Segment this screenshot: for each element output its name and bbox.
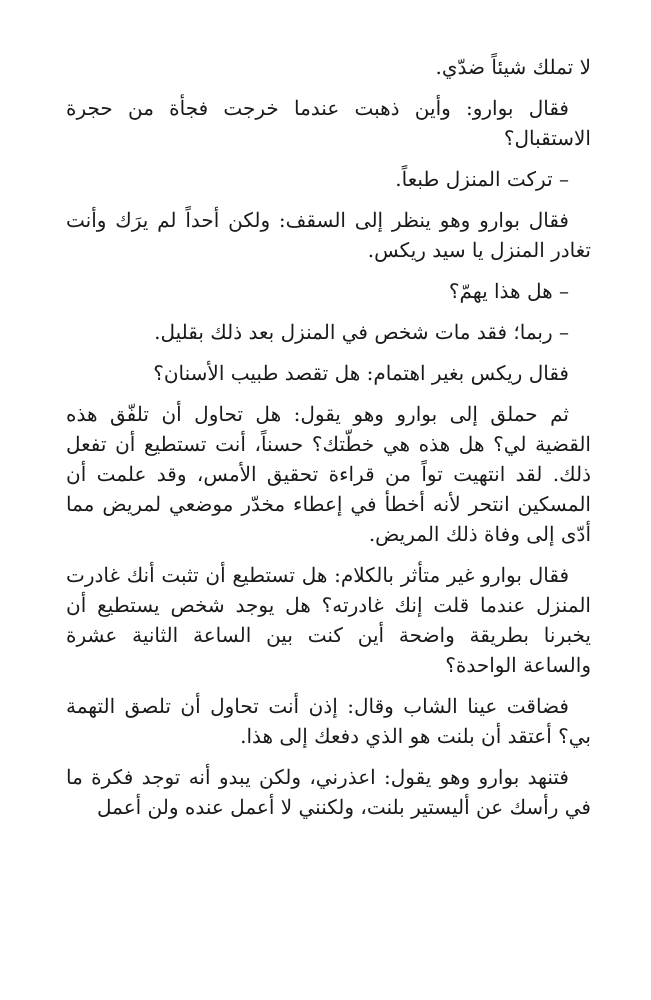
dialogue-line: – ربما؛ فقد مات شخص في المنزل بعد ذلك بقليل. — [154, 320, 569, 344]
paragraph: ثم حملق إلى بوارو وهو يقول: هل تحاول أن تلفّق هذه القضية لي؟ هل هذه هي خطّتك؟ حسناً، أنت تستطيع أن تفعل ذلك. لقد انتهيت تواً من قراءة تحقيق الأمس، وقد علمت أن المسكين انتحر لأنه أخطأ في إعطاء مخدّر موضعي لمريض مما أدّى إلى وفاة ذلك المريض. — [66, 402, 591, 546]
paragraph: فقال بوارو غير متأثر بالكلام: هل تستطيع أن تثبت أنك غادرت المنزل عندما قلت إنك غادرته؟ هل يوجد شخص يستطيع أن يخبرنا بطريقة واضحة أين كنت بين الساعة الثانية عشرة والساعة الواحدة؟ — [66, 563, 591, 677]
paragraph: فقال ريكس بغير اهتمام: هل تقصد طبيب الأسنان؟ — [153, 361, 569, 385]
paragraph: فتنهد بوارو وهو يقول: اعذرني، ولكن يبدو أنه توجد فكرة ما في رأسك عن أليستير بلنت، ولكنني لا أعمل عنده ولن أعمل — [66, 765, 591, 819]
paragraph: فقال بوارو: وأين ذهبت عندما خرجت فجأة من حجرة الاستقبال؟ — [66, 96, 591, 150]
dialogue-line: – تركت المنزل طبعاً. — [395, 167, 569, 191]
paragraph: فقال بوارو وهو ينظر إلى السقف: ولكن أحداً لم يرَك وأنت تغادر المنزل يا سيد ريكس. — [66, 208, 591, 262]
paragraph-continuation: لا تملك شيئاً ضدّي. — [435, 55, 591, 79]
dialogue-line: – هل هذا يهمّ؟ — [448, 279, 569, 303]
paragraph: فضاقت عينا الشاب وقال: إذن أنت تحاول أن تلصق التهمة بي؟ أعتقد أن بلنت هو الذي دفعك إلى هذا. — [66, 694, 591, 748]
